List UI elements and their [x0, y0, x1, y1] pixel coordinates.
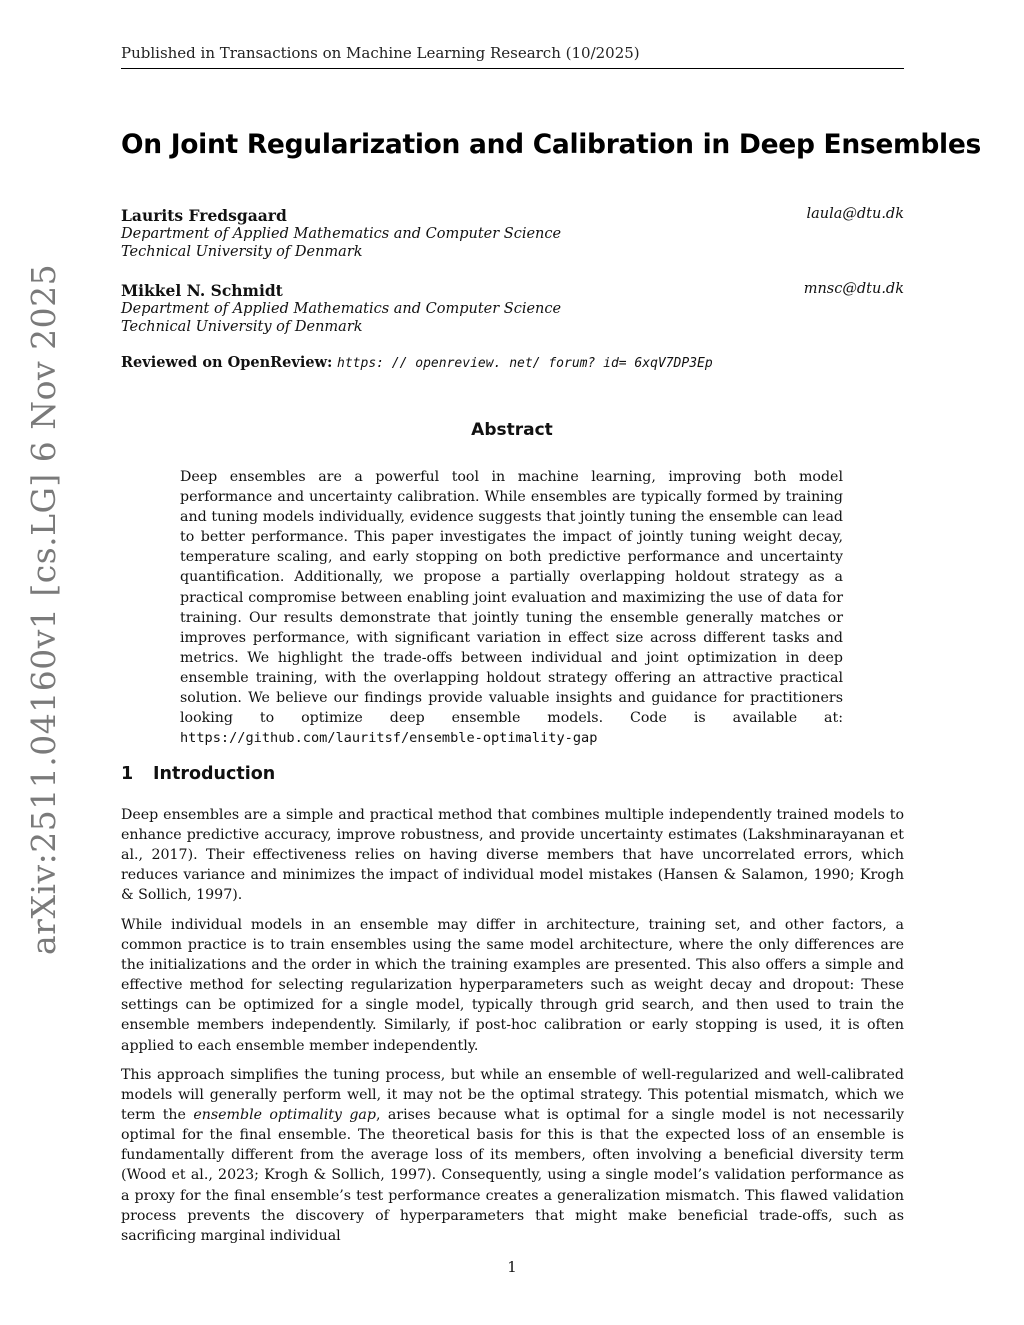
- author-institution: Technical University of Denmark: [121, 244, 363, 260]
- abstract-body: [180, 467, 843, 748]
- review-line: [121, 354, 904, 371]
- paragraph-2: While individual models in an ensemble may differ in architecture, training set, and other factors, a common practice is to train ensembles using the same model architecture, where the only differences are the initializations and the order in which the training examples are presented. This also offers a simple and effective method for selecting regularization hyperparameters such as weight decay and dropout: These settings can be optimized for a single model, typically through grid search, and then used to train the ensemble members independently. Similarly, if post-hoc calibration or early stopping is used, it is often applied to each ensemble member independently.: [121, 917, 904, 1054]
- running-head: Published in Transactions on Machine Learning Research (10/2025): [121, 44, 904, 69]
- review-label: Reviewed on OpenReview:: [121, 354, 333, 371]
- paragraph-3: [121, 1065, 904, 1246]
- paper-title: On Joint Regularization and Calibration in Deep Ensembles: [121, 129, 981, 160]
- abstract-heading: Abstract: [471, 420, 553, 440]
- arxiv-identifier-stamp: arXiv:2511.04160v1 [cs.LG] 6 Nov 2025: [24, 263, 63, 955]
- code-link[interactable]: https://github.com/lauritsf/ensemble-optimality-gap: [180, 730, 598, 747]
- author-block-1: [121, 206, 904, 261]
- author-email: mnsc@dtu.dk: [803, 281, 904, 297]
- section-heading-introduction: [121, 764, 275, 784]
- author-name: Mikkel N. Schmidt: [121, 281, 283, 300]
- openreview-link[interactable]: https: // openreview. net/ forum? id= 6xqV7DP3Ep: [337, 356, 713, 371]
- abstract-text: Deep ensembles are a powerful tool in machine learning, improving both model performance and uncertainty calibration. While ensembles are typically formed by training and tuning models individually, evidence suggests that jointly tuning the ensemble can lead to better performance. This paper investigates the impact of jointly tuning weight decay, temperature scaling, and early stopping on both predictive performance and uncertainty quantification. Additionally, we propose a partially overlapping holdout strategy as a practical compromise between enabling joint evaluation and maximizing the use of data for training. Our results demonstrate that jointly tuning the ensemble generally matches or improves performance, with significant variation in effect size across different tasks and metrics. We highlight the trade-offs between individual and joint optimization in deep ensemble training, with the overlapping holdout strategy offering an attractive practical solution. We believe our findings provide valuable insights and guidance for practitioners looking to optimize deep ensemble models. Code is available at:: [180, 469, 843, 727]
- section-number: 1: [121, 764, 134, 784]
- author-block-2: [121, 281, 904, 336]
- author-department: Department of Applied Mathematics and Computer Science: [121, 226, 562, 242]
- section-title: Introduction: [153, 764, 276, 784]
- paragraph-1: Deep ensembles are a simple and practical method that combines multiple independently trained models to enhance predictive accuracy, improve robustness, and provide uncertainty estimates (Lakshminarayanan et al., 2017). Their effectiveness relies on having diverse members that have uncorrelated errors, which reduces variance and minimizes the impact of individual model mistakes (Hansen & Salamon, 1990; Krogh & Sollich, 1997).: [121, 807, 904, 904]
- author-name: Laurits Fredsgaard: [121, 206, 287, 225]
- term-ensemble-optimality-gap: ensemble optimality gap: [193, 1107, 376, 1124]
- paragraph-3-part-a: This approach simplifies the tuning process, but while an ensemble of well-regularized and well-calibrated models will generally perform well, it may not be the optimal strategy. This potential mismatch, which we term the: [121, 1067, 904, 1124]
- author-institution: Technical University of Denmark: [121, 319, 363, 335]
- author-department: Department of Applied Mathematics and Computer Science: [121, 301, 562, 317]
- author-email: laula@dtu.dk: [806, 206, 904, 222]
- paragraph-3-part-b: , arises because what is optimal for a single model is not necessarily optimal for the final ensemble. The theoretical basis for this is that the expected loss of an ensemble is fundamentally different from the average loss of its members, often involving a beneficial diversity term (Wood et al., 2023; Krogh & Sollich, 1997). Consequently, using a single model’s validation performance as a proxy for the final ensemble’s test performance creates a generalization mismatch. This flawed validation process prevents the discovery of hyperparameters that might make beneficial trade-offs, such as sacrificing marginal individual: [121, 1107, 904, 1244]
- page-number: 1: [507, 1258, 517, 1276]
